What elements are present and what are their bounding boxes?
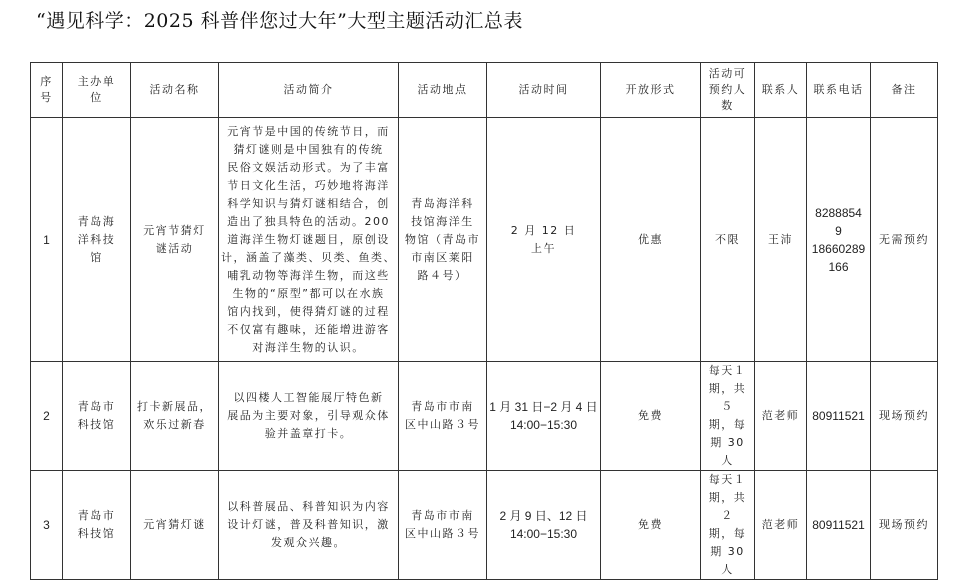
cell-no: 1: [31, 118, 63, 362]
cell-contact: 范老师: [755, 362, 807, 471]
header-phone: 联系电话: [807, 63, 871, 118]
cell-mode: 免费: [601, 471, 701, 580]
header-name: 活动名称: [131, 63, 219, 118]
page-title: “遇见科学：2025 科普伴您过大年”大型主题活动汇总表: [36, 10, 523, 32]
cell-note: 现场预约: [871, 471, 938, 580]
header-mode: 开放形式: [601, 63, 701, 118]
cell-mode: 优惠: [601, 118, 701, 362]
table-header-row: [31, 63, 938, 118]
header-time: 活动时间: [487, 63, 601, 118]
cell-intro: 以科普展品、科普知识为内容 设计灯谜，普及科普知识，激 发观众兴趣。: [219, 471, 399, 580]
cell-note: 现场预约: [871, 362, 938, 471]
header-location: 活动地点: [399, 63, 487, 118]
cell-phone: 8288854 9 18660289 166: [807, 118, 871, 362]
cell-phone: 80911521: [807, 362, 871, 471]
cell-host: 青岛市 科技馆: [63, 362, 131, 471]
header-no: 序 号: [31, 63, 63, 118]
cell-no: 3: [31, 471, 63, 580]
header-host: 主办单 位: [63, 63, 131, 118]
header-note: 备注: [871, 63, 938, 118]
cell-intro: 元宵节是中国的传统节日，而 猜灯谜则是中国独有的传统 民俗文娱活动形式。为了丰富 节日文化生活，巧妙地将海洋 科学知识与猜灯谜相结合，创 造出了独具特色的活动。200 道海洋生物灯谜题目，原创设 计，涵盖了藻类、贝类、鱼类、 哺乳动物等海洋生物，而这些 生物的“原型”都可以在水族 馆内找到，使得猜灯谜的过程 不仅富有趣味，还能增进游客 对海洋生物的认识。: [219, 118, 399, 362]
cell-contact: 王沛: [755, 118, 807, 362]
cell-time: 2 月 12 日 上午: [487, 118, 601, 362]
activity-summary-table: [30, 62, 938, 580]
cell-location: 青岛海洋科 技馆海洋生 物馆（青岛市 市南区莱阳 路４号）: [399, 118, 487, 362]
cell-host: 青岛海 洋科技 馆: [63, 118, 131, 362]
cell-location: 青岛市市南 区中山路３号: [399, 471, 487, 580]
cell-host: 青岛市 科技馆: [63, 471, 131, 580]
cell-intro: 以四楼人工智能展厅特色新 展品为主要对象，引导观众体 验并盖章打卡。: [219, 362, 399, 471]
cell-name: 元宵节猜灯 谜活动: [131, 118, 219, 362]
table-row: [31, 471, 938, 580]
cell-name: 打卡新展品， 欢乐过新春: [131, 362, 219, 471]
cell-capacity: 每天１ 期，共２ 期，每 期 30 人: [701, 471, 755, 580]
header-intro: 活动简介: [219, 63, 399, 118]
cell-phone: 80911521: [807, 471, 871, 580]
cell-mode: 免费: [601, 362, 701, 471]
table-row: [31, 362, 938, 471]
header-contact: 联系人: [755, 63, 807, 118]
cell-capacity: 不限: [701, 118, 755, 362]
cell-location: 青岛市市南 区中山路３号: [399, 362, 487, 471]
cell-no: 2: [31, 362, 63, 471]
cell-time: 1 月 31 日−2 月 4 日 14:00−15:30: [487, 362, 601, 471]
cell-contact: 范老师: [755, 471, 807, 580]
cell-note: 无需预约: [871, 118, 938, 362]
cell-name: 元宵猜灯谜: [131, 471, 219, 580]
cell-capacity: 每天１ 期，共５ 期，每 期 30 人: [701, 362, 755, 471]
cell-time: 2 月 9 日、12 日 14:00−15:30: [487, 471, 601, 580]
header-capacity: 活动可 预约人 数: [701, 63, 755, 118]
table-row: [31, 118, 938, 362]
